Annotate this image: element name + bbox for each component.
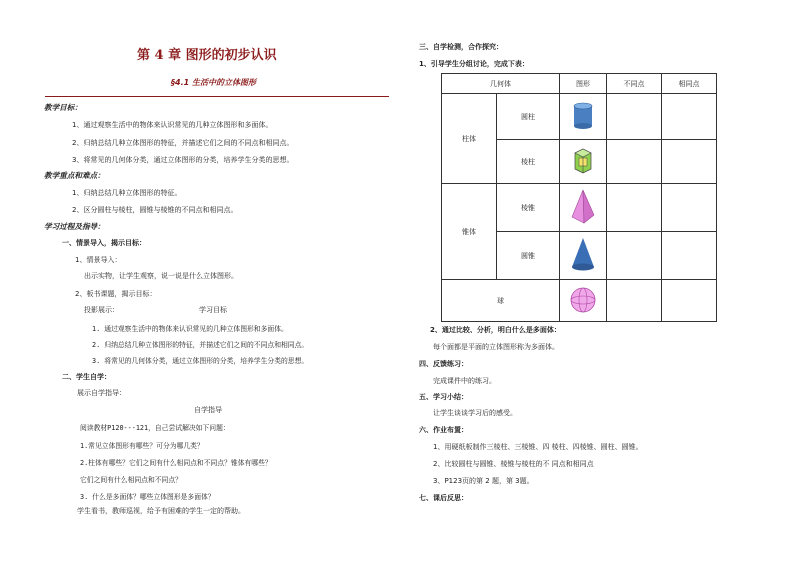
table-header-figure: 图形 bbox=[560, 74, 607, 94]
cylinder-icon bbox=[572, 102, 594, 130]
group-pyramid-label: 锥体 bbox=[442, 184, 497, 280]
figure-cell bbox=[560, 184, 607, 232]
projector-goal-item: 1. 通过观察生活中的物体来认识常见的几种立体图形和多面体。 bbox=[92, 325, 288, 333]
keypoints-heading: 教学重点和难点： bbox=[44, 171, 105, 180]
similarity-cell[interactable] bbox=[662, 232, 717, 280]
part1-sub1-text: 出示实物，让学生观察，说一说是什么立体图形。 bbox=[84, 272, 238, 280]
goal-item: 1、通过观察生活中的物体来认识常见的几种立体图形和多面体。 bbox=[72, 121, 273, 129]
guide-line: 它们之间有什么相同点和不同点？ bbox=[80, 476, 182, 484]
guide-line: 2.柱体有哪些？它们之间有什么相同点和不同点？锥体有哪些？ bbox=[80, 459, 272, 467]
sphere-icon bbox=[569, 286, 597, 314]
homework-item: 1、用硬纸板制作三棱柱、三棱锥、四 棱柱、四棱锥、圆柱、圆锥。 bbox=[433, 443, 643, 451]
goal-item: 2、归纳总结几种立体图形的特征，并描述它们之间的不同点和相同点。 bbox=[72, 139, 294, 147]
guide-line: 1.常见立体图形有哪些？可分为哪几类？ bbox=[80, 442, 204, 450]
part4-heading: 四、反馈练习： bbox=[419, 360, 468, 368]
projector-goal-item: 2. 归纳总结几种立体图形的特征，并描述它们之间的不同点和相同点。 bbox=[92, 341, 309, 349]
similarity-cell[interactable] bbox=[662, 140, 717, 184]
table-header-similarity: 相同点 bbox=[662, 74, 717, 94]
figure-cell bbox=[560, 232, 607, 280]
row-label-pyramid: 棱锥 bbox=[497, 184, 560, 232]
shape-comparison-table bbox=[441, 73, 717, 322]
row-label-prism: 棱柱 bbox=[497, 140, 560, 184]
pyramid-icon bbox=[570, 189, 596, 225]
part4-text: 完成课件中的练习。 bbox=[433, 377, 496, 385]
part2-heading: 二、学生自学： bbox=[62, 373, 111, 381]
part3-sub1: 1、引导学生分组讨论，完成下表： bbox=[419, 60, 529, 68]
part1-heading: 一、情景导入，揭示目标： bbox=[62, 239, 146, 247]
difference-cell[interactable] bbox=[607, 184, 662, 232]
part7-heading: 七、课后反思： bbox=[419, 494, 468, 502]
prism-icon bbox=[571, 147, 595, 175]
difference-cell[interactable] bbox=[607, 140, 662, 184]
row-label-cone: 圆锥 bbox=[497, 232, 560, 280]
homework-item: 3、P123页的第 2 题，第 3题。 bbox=[433, 477, 534, 485]
title-divider bbox=[45, 96, 389, 97]
homework-item: 2、比较圆柱与圆锥、棱锥与棱柱的不 同点和相同点 bbox=[433, 460, 594, 468]
section-title: §4.1 生活中的立体图形 bbox=[171, 78, 256, 87]
difference-cell[interactable] bbox=[607, 232, 662, 280]
projector-title: 学习目标 bbox=[199, 306, 227, 314]
keypoint-item: 1、归纳总结几种立体图形的特征。 bbox=[72, 189, 182, 197]
part3-heading: 三、自学检测，合作探究： bbox=[419, 43, 503, 51]
similarity-cell[interactable] bbox=[662, 94, 717, 140]
part5-text: 让学生谈谈学习后的感受。 bbox=[433, 409, 517, 417]
part1-sub1: 1、情景导入： bbox=[75, 256, 122, 264]
table-header-solid: 几何体 bbox=[442, 74, 560, 94]
goals-heading: 教学目标： bbox=[44, 103, 82, 112]
similarity-cell[interactable] bbox=[662, 184, 717, 232]
cone-icon bbox=[570, 237, 596, 273]
part3-sub2-text: 每个面都是平面的立体图形称为多面体。 bbox=[433, 343, 559, 351]
guide-line: 阅读教材P120---121，自己尝试解决如下问题： bbox=[80, 424, 230, 432]
row-label-sphere: 球 bbox=[442, 280, 560, 322]
difference-cell[interactable] bbox=[607, 94, 662, 140]
part5-heading: 五、学习小结： bbox=[419, 393, 468, 401]
part2-intro: 展示自学指导： bbox=[77, 389, 126, 397]
figure-cell bbox=[560, 94, 607, 140]
similarity-cell[interactable] bbox=[662, 280, 717, 322]
guide-title: 自学指导 bbox=[194, 406, 222, 414]
table-header-difference: 不同点 bbox=[607, 74, 662, 94]
figure-cell bbox=[560, 280, 607, 322]
guide-line: 3. 什么是多面体？哪些立体图形是多面体？ bbox=[80, 493, 215, 501]
group-prism-label: 柱体 bbox=[442, 94, 497, 184]
projector-goal-item: 3. 将常见的几何体分类，通过立体图形的分类，培养学生分类的思想。 bbox=[92, 357, 309, 365]
keypoint-item: 2、区分圆柱与棱柱，圆锥与棱锥的不同点和相同点。 bbox=[72, 206, 238, 214]
part1-sub2: 2、板书课题，揭示目标： bbox=[75, 290, 157, 298]
chapter-title: 第 4 章 图形的初步认识 bbox=[137, 48, 277, 63]
difference-cell[interactable] bbox=[607, 280, 662, 322]
part2-closing: 学生看书，教师巡视，给予有困难的学生一定的帮助。 bbox=[77, 507, 245, 515]
goal-item: 3、将常见的几何体分类，通过立体图形的分类，培养学生分类的思想。 bbox=[72, 156, 294, 164]
figure-cell bbox=[560, 140, 607, 184]
process-heading: 学习过程及指导： bbox=[44, 222, 105, 231]
part3-sub2: 2、通过比较、分析，明白什么是多面体： bbox=[430, 326, 561, 334]
part6-heading: 六、作业布置： bbox=[419, 426, 468, 434]
projector-label: 投影展示： bbox=[84, 306, 119, 314]
row-label-cylinder: 圆柱 bbox=[497, 94, 560, 140]
